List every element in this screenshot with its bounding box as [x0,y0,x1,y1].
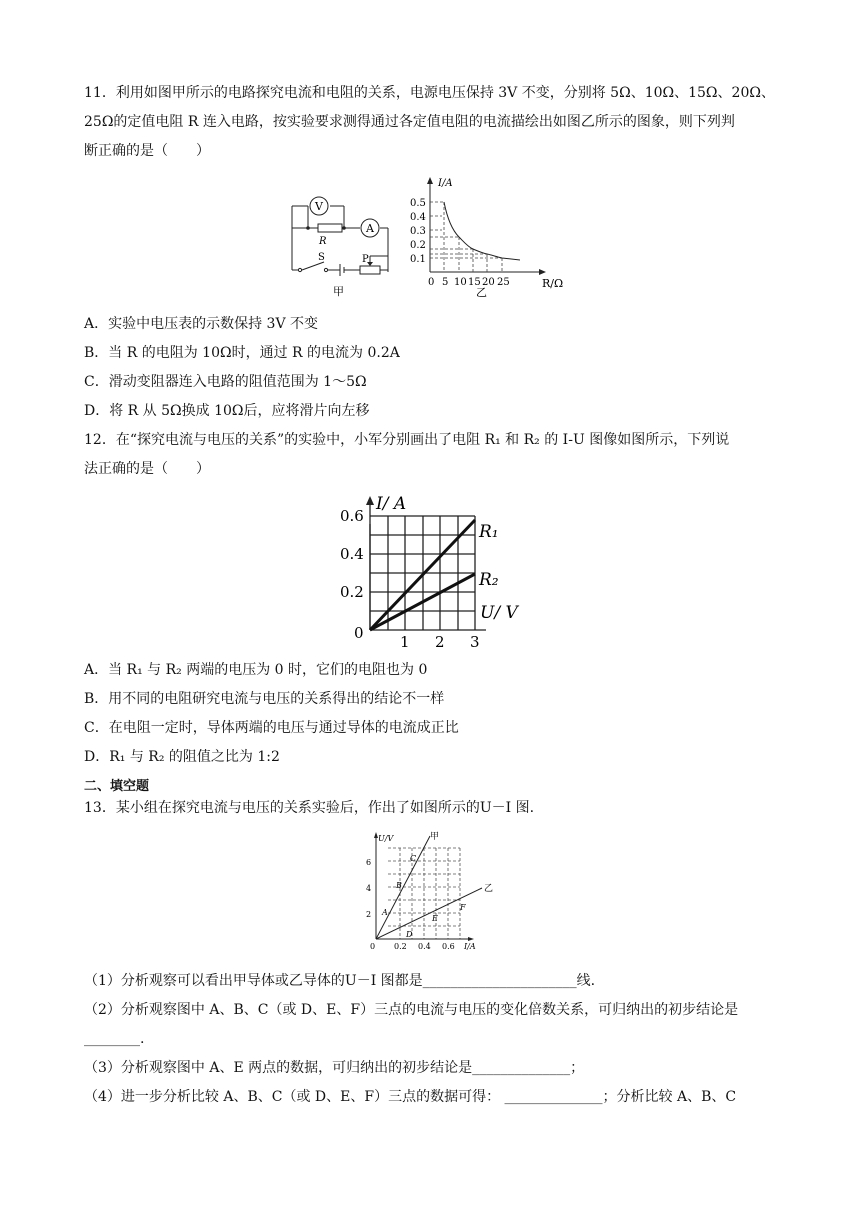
q13-part2-line2: ________. [84,1031,145,1047]
ui-ytick: 2 [366,910,372,919]
fig-jia-caption: 甲 [333,285,344,298]
q13-part2-line1: （2）分析观察图中 A、B、C（或 D、E、F）三点的电流与电压的变化倍数关系，可归纳出的初步结论是 [84,1002,739,1018]
yi-ytick: 0.3 [410,226,426,237]
iu-ytick: 0.6 [340,507,364,525]
q11-option-a: A．实验中电压表的示数保持 3V 不变 [84,316,319,332]
yi-xlabel: R/Ω [542,277,564,290]
ui-xtick: 0.2 [394,942,407,951]
q11-stem-line2: 25Ω的定值电阻 R 连入电路，按实验要求测得通过各定值电阻的电流描绘出如图乙所示的图象，则下列判 [84,114,735,130]
q12-option-b: B．用不同的电阻研究电流与电压的关系得出的结论不一样 [84,691,445,707]
iu-ytick: 0.2 [340,583,364,601]
i-r-graph-yi [404,174,576,298]
voltmeter-label: V [315,200,323,213]
yi-ytick: 0.4 [410,212,426,223]
iu-origin: 0 [354,624,364,642]
q11-option-b: B．当 R 的电阻为 10Ω时，通过 R 的电流为 0.2A [84,345,400,361]
slider-p-label: P [362,254,369,265]
circuit-diagram-jia [288,192,392,298]
q12-option-d: D．R₁ 与 R₂ 的阻值之比为 1:2 [84,749,280,765]
iu-xtick: 1 [400,633,410,650]
iu-xtick: 3 [470,633,480,650]
q12-option-c: C．在电阻一定时，导体两端的电压与通过导体的电流成正比 [84,720,459,736]
u-i-graph [364,826,500,956]
fig-yi-caption: 乙 [476,286,487,298]
yi-xtick: 10 [454,277,467,288]
r2-line-label: R₂ [479,570,499,590]
r1-line-label: R₁ [479,522,499,542]
yi-ytick: 0.1 [410,254,426,265]
point-d-label: D [406,930,413,939]
yi-xtick: 20 [482,277,495,288]
q11-stem-line1: 11．利用如图甲所示的电路探究电流和电阻的关系，电源电压保持 3V 不变，分别将 5Ω、10Ω、15Ω、20Ω、 [84,85,775,101]
q12-option-a: A．当 R₁ 与 R₂ 两端的电压为 0 时，它们的电阻也为 0 [84,662,428,678]
point-b-label: B [396,881,402,890]
point-a-label: A [382,908,388,917]
yi-ylabel: I/A [438,178,453,189]
yi-ytick: 0.5 [410,198,426,209]
q11-stem-line3: 断正确的是（ ） [84,143,210,159]
yi-xtick: 0 [428,277,435,288]
q11-option-c: C．滑动变阻器连入电路的阻值范围为 1～5Ω [84,374,367,390]
iu-xtick: 2 [435,633,445,650]
ui-ylabel: U/V [378,834,394,843]
iu-ytick: 0.4 [340,545,364,563]
q13-part4: （4）进一步分析比较 A、B、C（或 D、E、F）三点的数据可得： ______________；分析比较 A、B、C [84,1089,737,1105]
q11-option-d: D．将 R 从 5Ω换成 10Ω后，应将滑片向左移 [84,403,370,419]
iu-xlabel: U/ V [480,603,518,623]
q13-part1: （1）分析观察可以看出甲导体或乙导体的U－I 图都是______________________线. [84,973,596,989]
ui-ytick: 4 [366,884,372,893]
yi-xtick: 25 [497,277,510,288]
point-e-label: E [432,914,438,923]
yi-xtick: 15 [468,277,481,288]
i-u-graph [336,492,526,650]
q13-stem: 13．某小组在探究电流与电压的关系实验后，作出了如图所示的U－I 图. [84,800,535,816]
q12-stem-line1: 12．在“探究电流与电压的关系”的实验中，小军分别画出了电阻 R₁ 和 R₂ 的 I-U 图像如图所示，下列说 [84,432,730,448]
point-c-label: C [410,854,417,863]
point-f-label: F [460,903,466,912]
yi-ytick: 0.2 [410,240,426,251]
ui-origin: 0 [370,942,376,951]
ui-ytick: 6 [366,858,372,867]
resistor-r-label: R [319,236,327,247]
q12-stem-line2: 法正确的是（ ） [84,461,210,477]
ui-xlabel: I/A [464,942,476,951]
ammeter-label: A [366,222,374,235]
ui-xtick: 0.6 [442,942,455,951]
ui-xtick: 0.4 [418,942,431,951]
q13-part3: （3）分析观察图中 A、E 两点的数据，可归纳出的初步结论是______________； [84,1060,585,1076]
yi-xtick: 5 [442,277,449,288]
switch-s-label: S [318,252,325,263]
section-heading-fill-blank: 二、填空题 [84,779,150,794]
iu-ylabel: I/ A [376,494,407,514]
line-jia-label: 甲 [430,832,440,842]
line-yi-label: 乙 [484,884,494,894]
